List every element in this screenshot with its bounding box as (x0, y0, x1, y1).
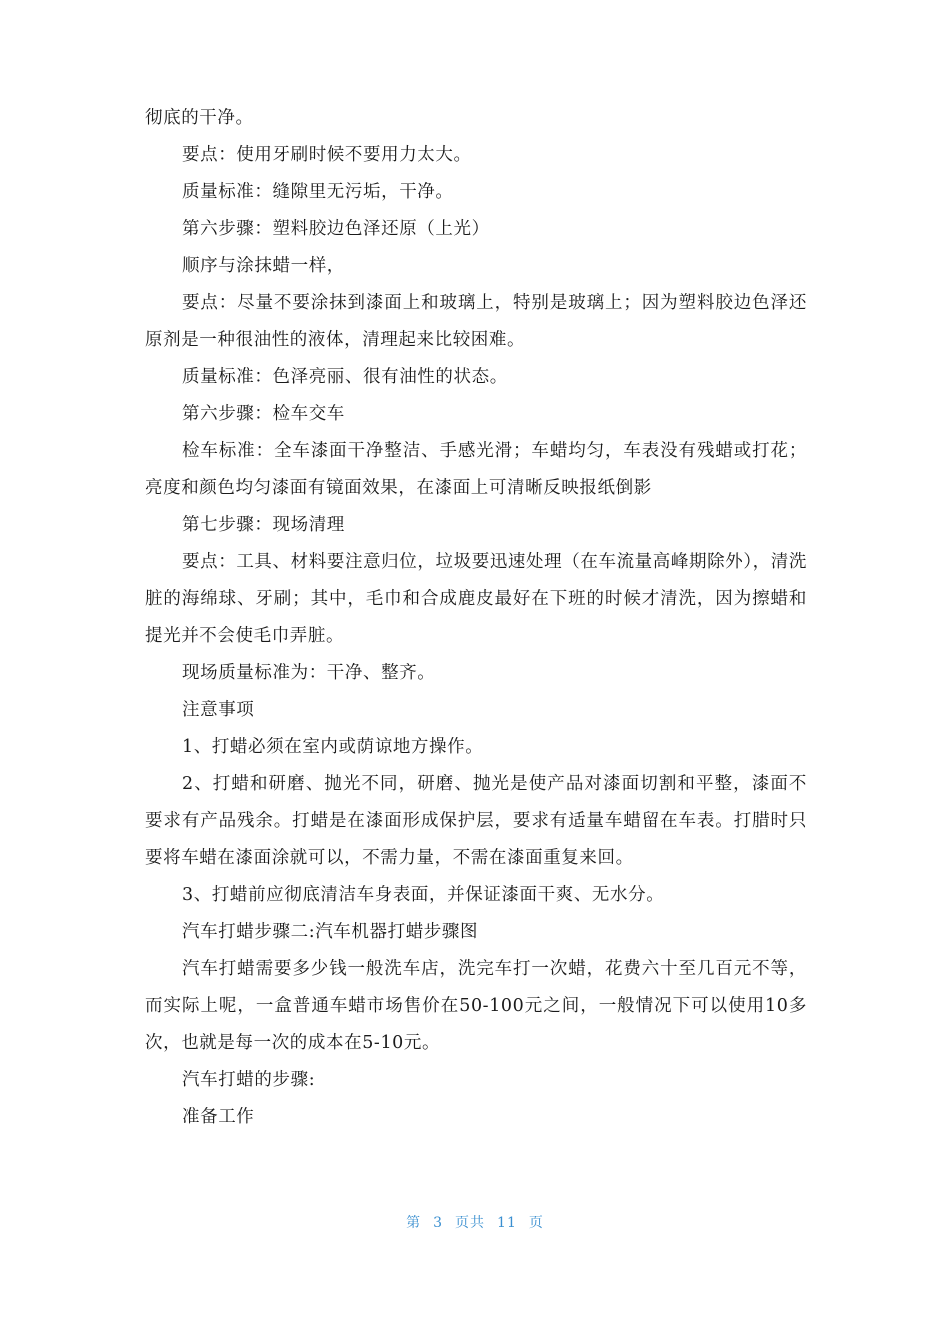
footer-current-page: 3 (433, 1215, 444, 1231)
paragraph: 2、打蜡和研磨、抛光不同，研磨、抛光是使产品对漆面切割和平整，漆面不要求有产品残余。打蜡是在漆面形成保护层，要求有适量车蜡留在车表。打腊时只要将车蜡在漆面涂就可以，不需力量，不需在漆面重复来回。 (145, 774, 807, 868)
footer-middle: 页共 (455, 1215, 486, 1231)
paragraph: 汽车打蜡需要多少钱一般洗车店，洗完车打一次蜡，花费六十至几百元不等，而实际上呢，一盒普通车蜡市场售价在50-100元之间，一般情况下可以使用10多次，也就是每一次的成本在5-10元。 (145, 959, 807, 1053)
footer-prefix: 第 (406, 1215, 422, 1231)
paragraph: 3、打蜡前应彻底清洁车身表面，并保证漆面干爽、无水分。 (182, 885, 665, 905)
page-footer (0, 1212, 950, 1232)
footer-total-pages: 11 (497, 1215, 517, 1231)
paragraph: 第六步骤：塑料胶边色泽还原（上光） (182, 219, 490, 239)
paragraph: 汽车打蜡步骤二:汽车机器打蜡步骤图 (182, 922, 479, 942)
document-body (145, 100, 807, 1136)
paragraph: 质量标准：色泽亮丽、很有油性的状态。 (182, 367, 508, 387)
paragraph: 要点：使用牙刷时候不要用力太大。 (182, 145, 472, 165)
paragraph: 注意事项 (182, 700, 255, 720)
paragraph: 要点：工具、材料要注意归位，垃圾要迅速处理（在车流量高峰期除外），清洗脏的海绵球、牙刷；其中，毛巾和合成鹿皮最好在下班的时候才清洗，因为擦蜡和提光并不会使毛巾弄脏。 (145, 552, 807, 646)
footer-suffix: 页 (528, 1215, 544, 1231)
paragraph: 第七步骤：现场清理 (182, 515, 345, 535)
paragraph: 1、打蜡必须在室内或荫谅地方操作。 (182, 737, 484, 757)
paragraph: 检车标准：全车漆面干净整洁、手感光滑；车蜡均匀，车表没有残蜡或打花；亮度和颜色均匀漆面有镜面效果，在漆面上可清晰反映报纸倒影 (145, 441, 807, 498)
paragraph: 准备工作 (182, 1107, 255, 1127)
paragraph: 第六步骤：检车交车 (182, 404, 345, 424)
paragraph: 要点：尽量不要涂抹到漆面上和玻璃上，特别是玻璃上；因为塑料胶边色泽还原剂是一种很油性的液体，清理起来比较困难。 (145, 293, 807, 350)
paragraph: 顺序与涂抹蜡一样， (182, 256, 345, 276)
paragraph: 汽车打蜡的步骤: (182, 1070, 316, 1090)
paragraph: 质量标准：缝隙里无污垢，干净。 (182, 182, 454, 202)
paragraph: 现场质量标准为：干净、整齐。 (182, 663, 436, 683)
paragraph: 彻底的干净。 (145, 108, 254, 128)
